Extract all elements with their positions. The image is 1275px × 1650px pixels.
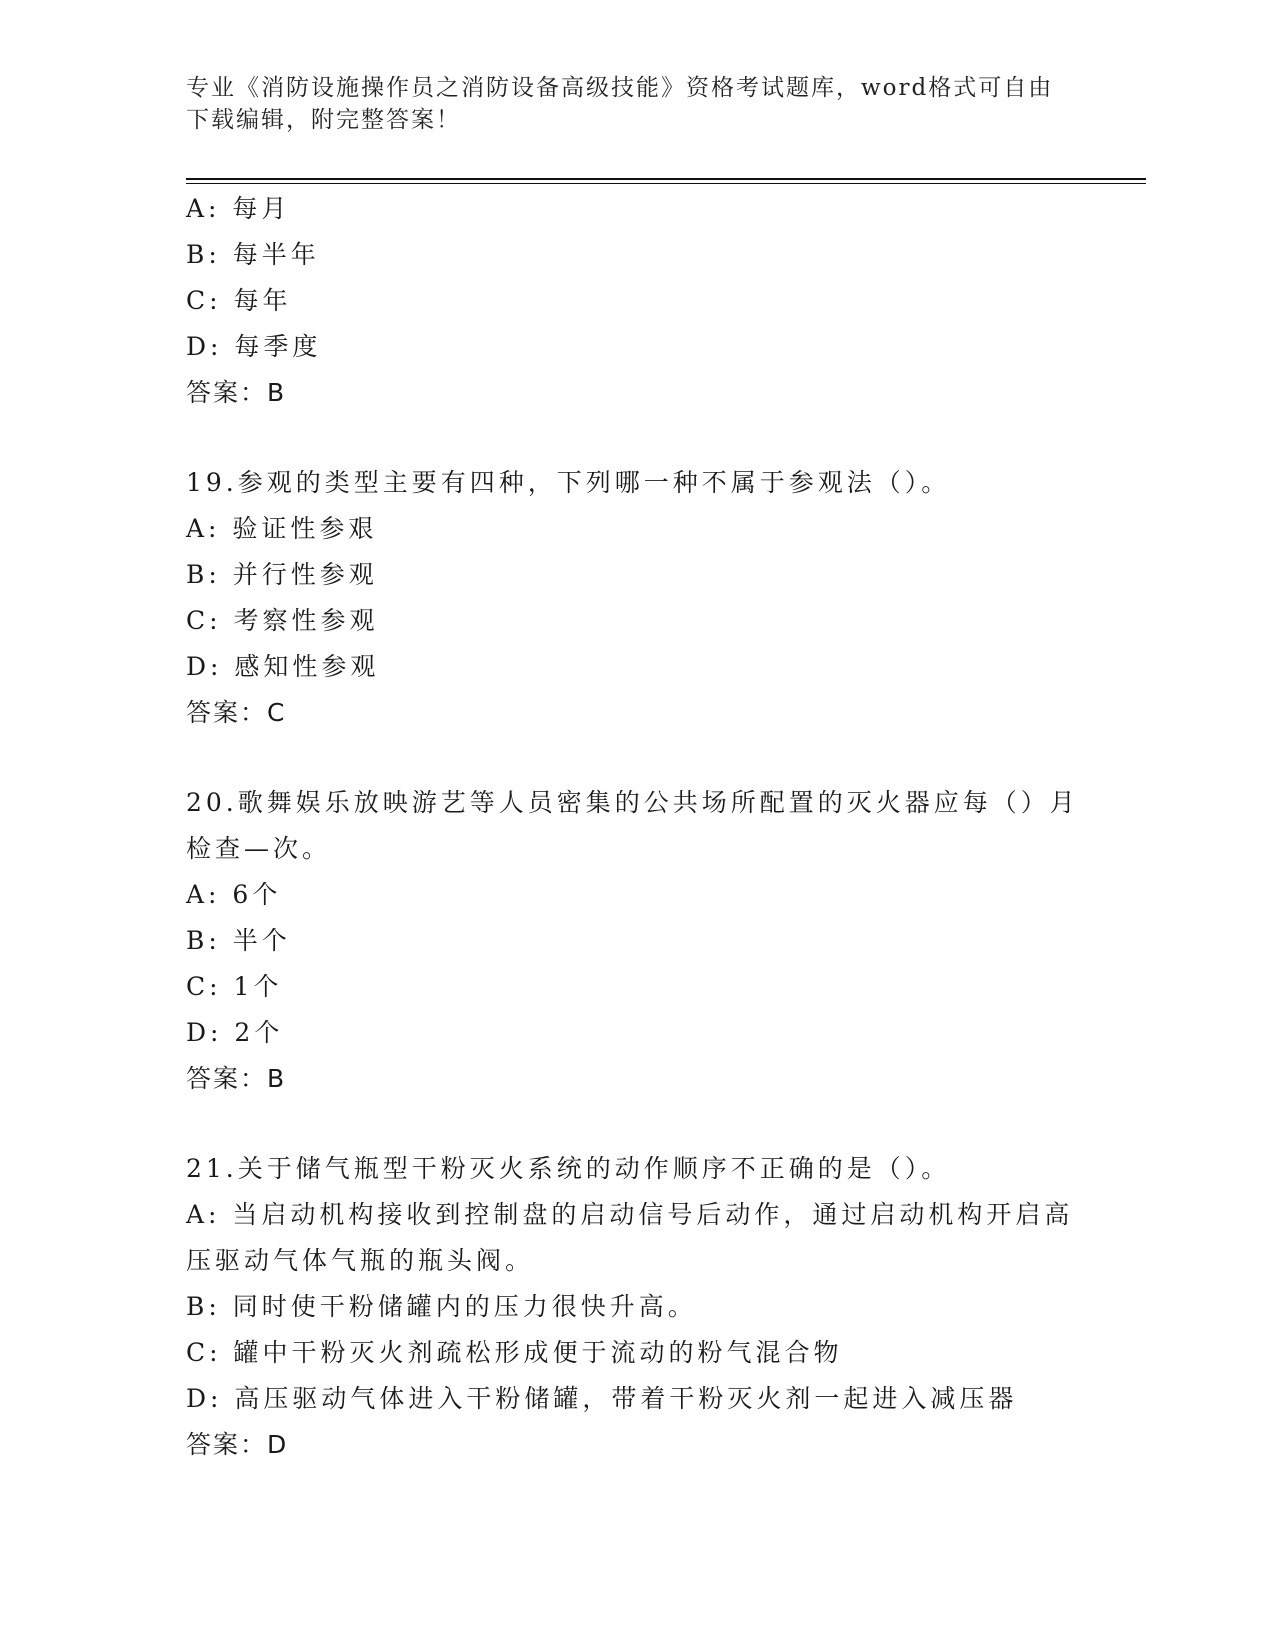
option-b: B: 同时使干粉储罐内的压力很快升高。 [186,1292,697,1321]
option-c: C: 考察性参观 [186,606,379,635]
option-c: C: 1个 [186,972,283,1001]
question-list [186,186,1086,1468]
option-a: A: 当启动机构接收到控制盘的启动信号后动作，通过启动机构开启高压驱动气体气瓶的瓶头阀。 [186,1200,1074,1275]
document-header: 专业《消防设施操作员之消防设备高级技能》资格考试题库，word格式可自由下载编辑，附完整答案！ [186,75,1054,133]
option-c: C: 罐中干粉灭火剂疏松形成便于流动的粉气混合物 [186,1338,843,1367]
option-d: D: 高压驱动气体进入干粉储罐，带着干粉灭火剂一起进入减压器 [186,1384,1018,1413]
question-21-block [186,1146,1086,1468]
question-text: 20.歌舞娱乐放映游艺等人员密集的公共场所配置的灭火器应每（）月检查—次。 [186,788,1079,863]
answer-line: 答案：C [186,698,287,727]
question-19-block [186,460,1086,736]
option-b: B: 每半年 [186,240,320,269]
question-text: 21.关于储气瓶型干粉灭火系统的动作顺序不正确的是（）。 [186,1154,951,1183]
option-a: A: 每月 [186,194,291,223]
answer-line: 答案：B [186,1064,287,1093]
header-divider [186,178,1146,184]
option-b: B: 并行性参观 [186,560,378,589]
answer-line: 答案：D [186,1430,289,1459]
question-text: 19.参观的类型主要有四种，下列哪一种不属于参观法（）。 [186,468,951,497]
option-c: C: 每年 [186,286,292,315]
option-a: A: 6个 [186,880,282,909]
question-18-block [186,186,1086,416]
option-d: D: 每季度 [186,332,322,361]
option-b: B: 半个 [186,926,291,955]
question-20-block [186,780,1086,1102]
option-d: D: 2个 [186,1018,284,1047]
option-d: D: 感知性参观 [186,652,380,681]
answer-line: 答案：B [186,378,287,407]
option-a: A: 验证性参艰 [186,514,378,543]
